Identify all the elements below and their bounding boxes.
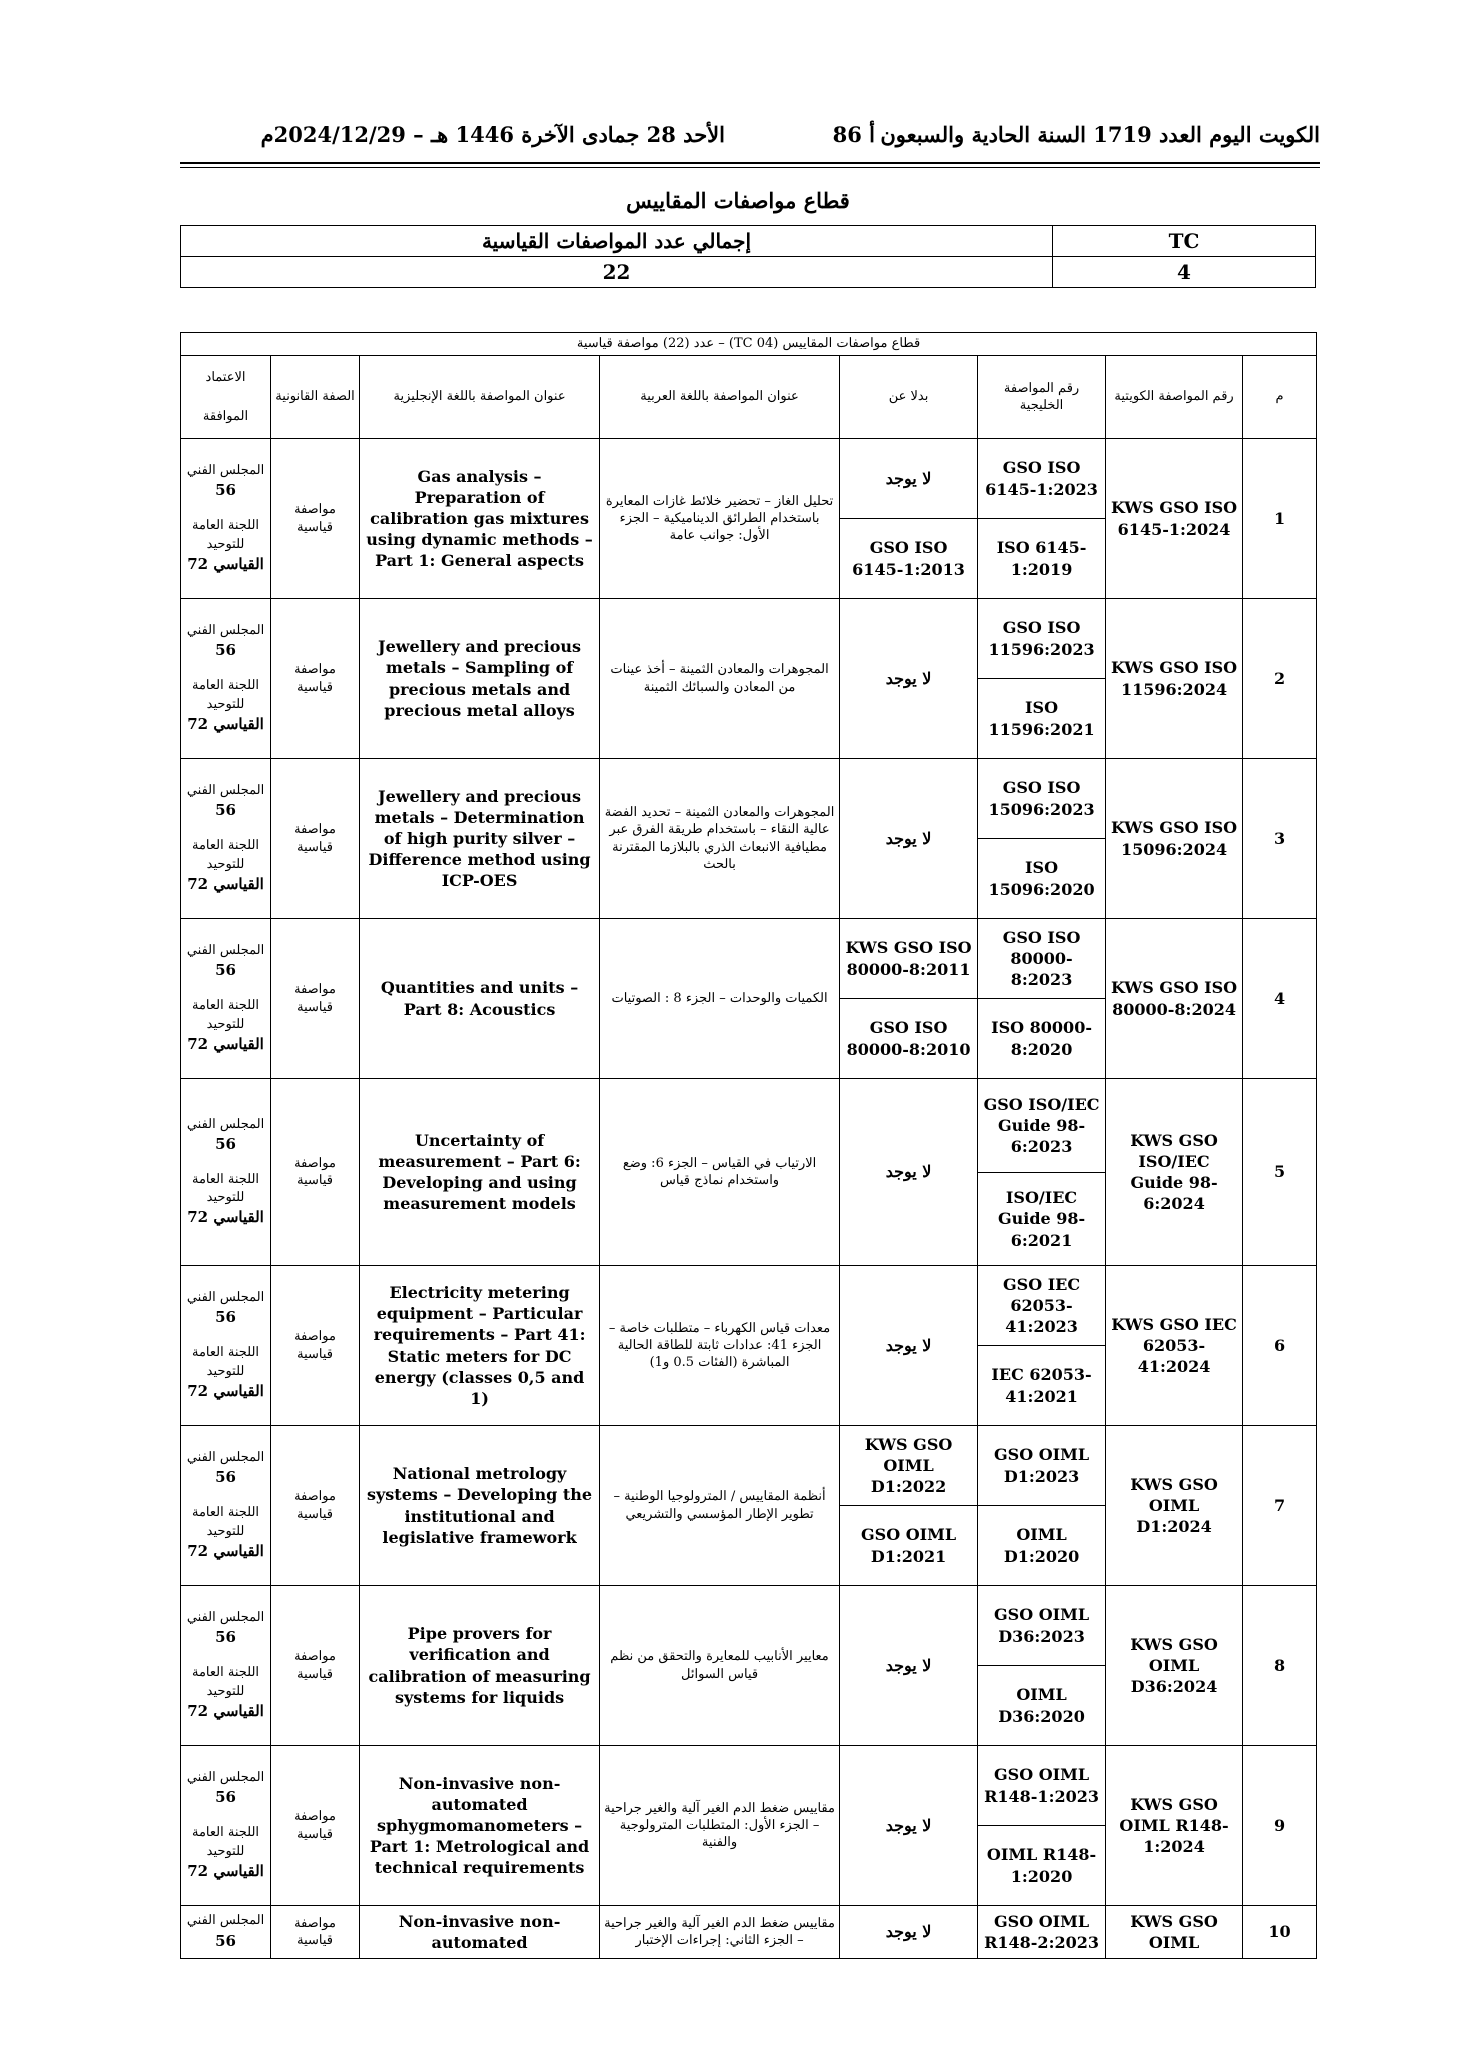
approval-council: المجلس الفني [186,943,265,959]
base-standard: ISO 6145-1:2019 [978,519,1106,599]
approval-committee-suffix: القياسي 72 [187,1208,264,1227]
replaces-primary: لا يوجد [840,1079,978,1266]
approval-committee-suffix: القياسي 72 [187,1861,264,1880]
approval-council: المجلس الفني [186,463,265,479]
gso-number: GSO OIML R148-2:2023 [978,1906,1106,1959]
total-value: 22 [181,257,1053,288]
row-number: 6 [1243,1266,1317,1426]
row-number: 10 [1243,1906,1317,1959]
kws-number: KWS GSO ISO/IEC Guide 98-6:2024 [1106,1079,1243,1266]
table-caption: قطاع مواصفات المقاييس (TC 04) – عدد (22) مواصفة قياسية [181,333,1317,356]
total-label: إجمالي عدد المواصفات القياسية [181,226,1053,257]
row-number: 8 [1243,1586,1317,1746]
legal-status: مواصفة قياسية [271,1746,360,1906]
tc-label: TC [1053,226,1316,257]
approval-committee: اللجنة العامة للتوحيد [192,678,260,712]
replaces-primary: لا يوجد [840,439,978,519]
header-num: م [1243,356,1317,439]
table-row [181,919,1317,999]
base-standard: IEC 62053-41:2021 [978,1346,1106,1426]
title-english: Jewellery and precious metals – Sampling of precious metals and precious metal alloys [360,599,600,759]
table-row [181,599,1317,679]
table-row [181,439,1317,519]
gso-number: GSO ISO 80000-8:2023 [978,919,1106,999]
row-number: 9 [1243,1746,1317,1906]
kws-number: KWS GSO ISO 15096:2024 [1106,759,1243,919]
title-arabic: الارتياب في القياس – الجزء 6: وضع واستخدام نماذج قياس [600,1079,840,1266]
approval-committee: اللجنة العامة للتوحيد [192,1171,260,1206]
approval-committee: اللجنة العامة للتوحيد [192,1345,260,1379]
header-replaces: بدلا عن [840,356,978,439]
row-number: 1 [1243,439,1317,599]
header-kws: رقم المواصفة الكويتية [1106,356,1243,439]
header-rule [180,162,1320,164]
title-arabic: مقاييس ضغط الدم الغير آلية والغير جراحية – الجزء الثاني: إجراءات الإختبار [600,1906,840,1959]
approval-committee: اللجنة العامة للتوحيد [192,1825,260,1859]
table-row [181,1266,1317,1346]
base-standard: OIML R148-1:2020 [978,1826,1106,1906]
issue-date: الأحد 28 جمادى الآخرة 1446 هـ – 2024/12/29م [260,122,725,147]
row-number: 4 [1243,919,1317,1079]
approval-cell [181,759,271,919]
approval-committee: اللجنة العامة للتوحيد [192,1665,260,1699]
standards-table [180,332,1317,1959]
approval-cell [181,1586,271,1746]
kws-number: KWS GSO OIML [1106,1906,1243,1959]
approval-cell [181,1266,271,1426]
gso-number: GSO ISO 11596:2023 [978,599,1106,679]
title-english: National metrology systems – Developing the institutional and legislative framework [360,1426,600,1586]
base-standard: ISO 15096:2020 [978,839,1106,919]
table-row [181,1586,1317,1666]
approval-council: المجلس الفني [186,1610,265,1626]
approval-council: المجلس الفني [186,783,265,799]
gso-number: GSO ISO 15096:2023 [978,759,1106,839]
legal-status: مواصفة قياسية [271,599,360,759]
replaces-secondary: GSO ISO 6145-1:2013 [840,519,978,599]
page-number: أ 86 [832,122,875,147]
title-arabic: معدات قياس الكهرباء – متطلبات خاصة – الجزء 41: عدادات ثابتة للطاقة الحالية المباشرة (الفئات 0.5 و1) [600,1266,840,1426]
approval-council: المجلس الفني [186,1913,265,1929]
title-arabic: معايير الأنابيب للمعايرة والتحقق من نظم قياس السوائل [600,1586,840,1746]
header-gso: رقم المواصفة الخليجية [978,356,1106,439]
approval-council-no: 56 [215,481,236,500]
base-standard: OIML D36:2020 [978,1666,1106,1746]
table-row [181,1746,1317,1826]
header-approval-bottom: الموافقة [202,409,249,424]
approval-council-no: 56 [215,1628,236,1647]
base-standard: ISO/IEC Guide 98-6:2021 [978,1173,1106,1266]
table-row [181,1906,1317,1959]
header-title-en: عنوان المواصفة باللغة الإنجليزية [360,356,600,439]
approval-cell [181,1746,271,1906]
title-arabic: الكميات والوحدات – الجزء 8 : الصوتيات [600,919,840,1079]
approval-council-no: 56 [215,1931,236,1950]
sector-title: قطاع مواصفات المقاييس [626,188,850,213]
approval-committee: اللجنة العامة للتوحيد [192,1505,260,1539]
kws-number: KWS GSO ISO 6145-1:2024 [1106,439,1243,599]
approval-committee-suffix: القياسي 72 [187,1541,264,1560]
row-number: 3 [1243,759,1317,919]
approval-council: المجلس الفني [186,1116,265,1132]
gso-number: GSO OIML R148-1:2023 [978,1746,1106,1826]
kws-number: KWS GSO ISO 80000-8:2024 [1106,919,1243,1079]
table-row [181,1079,1317,1173]
gazette-issue: الكويت اليوم العدد 1719 السنة الحادية والسبعون [880,122,1320,147]
approval-cell [181,1906,271,1959]
header-rule-thin [180,167,1320,168]
approval-cell [181,1079,271,1266]
title-english: Non-invasive non-automated sphygmomanometers – Part 1: Metrological and technical requirements [360,1746,600,1906]
gso-number: GSO OIML D36:2023 [978,1586,1106,1666]
title-english: Pipe provers for verification and calibration of measuring systems for liquids [360,1586,600,1746]
legal-status: مواصفة قياسية [271,759,360,919]
approval-committee-suffix: القياسي 72 [187,1701,264,1720]
approval-council: المجلس الفني [186,1450,265,1466]
approval-cell [181,919,271,1079]
approval-committee-suffix: القياسي 72 [187,554,264,573]
kws-number: KWS GSO ISO 11596:2024 [1106,599,1243,759]
gso-number: GSO ISO 6145-1:2023 [978,439,1106,519]
base-standard: ISO 80000-8:2020 [978,999,1106,1079]
approval-council: المجلس الفني [186,1290,265,1306]
approval-council-no: 56 [215,801,236,820]
replaces-primary: لا يوجد [840,1586,978,1746]
title-english: Uncertainty of measurement – Part 6: Developing and using measurement models [360,1079,600,1266]
summary-table [180,225,1316,288]
kws-number: KWS GSO OIML D1:2024 [1106,1426,1243,1586]
gso-number: GSO OIML D1:2023 [978,1426,1106,1506]
approval-council-no: 56 [215,1134,236,1153]
title-english: Quantities and units – Part 8: Acoustics [360,919,600,1079]
legal-status: مواصفة قياسية [271,1266,360,1426]
kws-number: KWS GSO OIML D36:2024 [1106,1586,1243,1746]
header-status: الصفة القانونية [271,356,360,439]
replaces-secondary: GSO ISO 80000-8:2010 [840,999,978,1079]
legal-status: مواصفة قياسية [271,1079,360,1266]
approval-council-no: 56 [215,641,236,660]
kws-number: KWS GSO IEC 62053-41:2024 [1106,1266,1243,1426]
kws-number: KWS GSO OIML R148-1:2024 [1106,1746,1243,1906]
approval-committee: اللجنة العامة للتوحيد [192,998,260,1032]
approval-committee-suffix: القياسي 72 [187,874,264,893]
title-english: Jewellery and precious metals – Determination of high purity silver – Difference method using ICP-OES [360,759,600,919]
legal-status: مواصفة قياسية [271,1906,360,1959]
approval-council-no: 56 [215,1308,236,1327]
header-approval [181,356,271,439]
replaces-primary: لا يوجد [840,1266,978,1426]
header-approval-top: الاعتماد [205,369,246,385]
row-number: 2 [1243,599,1317,759]
approval-council: المجلس الفني [186,623,265,639]
approval-committee-suffix: القياسي 72 [187,714,264,733]
legal-status: مواصفة قياسية [271,919,360,1079]
page-header [180,122,1320,160]
replaces-primary: KWS GSO ISO 80000-8:2011 [840,919,978,999]
replaces-secondary: GSO OIML D1:2021 [840,1506,978,1586]
row-number: 5 [1243,1079,1317,1266]
approval-committee-suffix: القياسي 72 [187,1381,264,1400]
legal-status: مواصفة قياسية [271,439,360,599]
approval-cell [181,439,271,599]
approval-cell [181,1426,271,1586]
approval-cell [181,599,271,759]
legal-status: مواصفة قياسية [271,1586,360,1746]
replaces-primary: لا يوجد [840,1906,978,1959]
approval-committee-suffix: القياسي 72 [187,1034,264,1053]
base-standard: ISO 11596:2021 [978,679,1106,759]
title-arabic: المجوهرات والمعادن الثمينة – أخذ عينات من المعادن والسبائك الثمينة [600,599,840,759]
approval-council-no: 56 [215,1788,236,1807]
title-english: Non-invasive non-automated [360,1906,600,1959]
tc-value: 4 [1053,257,1316,288]
row-number: 7 [1243,1426,1317,1586]
table-row [181,759,1317,839]
title-arabic: المجوهرات والمعادن الثمينة – تحديد الفضة عالية النقاء – باستخدام طريقة الفرق عبر مطيافية الانبعاث الذري بالبلازما المقترنة بالحث [600,759,840,919]
table-row [181,1426,1317,1506]
replaces-primary: لا يوجد [840,599,978,759]
title-english: Gas analysis – Preparation of calibration gas mixtures using dynamic methods – Part 1: General aspects [360,439,600,599]
gso-number: GSO ISO/IEC Guide 98-6:2023 [978,1079,1106,1173]
title-arabic: مقاييس ضغط الدم الغير آلية والغير جراحية – الجزء الأول: المتطلبات المترولوجية والفنية [600,1746,840,1906]
approval-council-no: 56 [215,1468,236,1487]
approval-committee: اللجنة العامة للتوحيد [192,518,260,552]
gso-number: GSO IEC 62053-41:2023 [978,1266,1106,1346]
replaces-primary: لا يوجد [840,1746,978,1906]
approval-council: المجلس الفني [186,1770,265,1786]
approval-committee: اللجنة العامة للتوحيد [192,838,260,872]
approval-council-no: 56 [215,961,236,980]
replaces-primary: KWS GSO OIML D1:2022 [840,1426,978,1506]
header-title-ar: عنوان المواصفة باللغة العربية [600,356,840,439]
legal-status: مواصفة قياسية [271,1426,360,1586]
title-english: Electricity metering equipment – Particular requirements – Part 41: Static meters for DC energy (classes 0,5 and 1) [360,1266,600,1426]
base-standard: OIML D1:2020 [978,1506,1106,1586]
title-arabic: تحليل الغاز – تحضير خلائط غازات المعايرة باستخدام الطرائق الديناميكية – الجزء الأول: جوانب عامة [600,439,840,599]
title-arabic: أنظمة المقاييس / المترولوجيا الوطنية – تطوير الإطار المؤسسي والتشريعي [600,1426,840,1586]
replaces-primary: لا يوجد [840,759,978,919]
